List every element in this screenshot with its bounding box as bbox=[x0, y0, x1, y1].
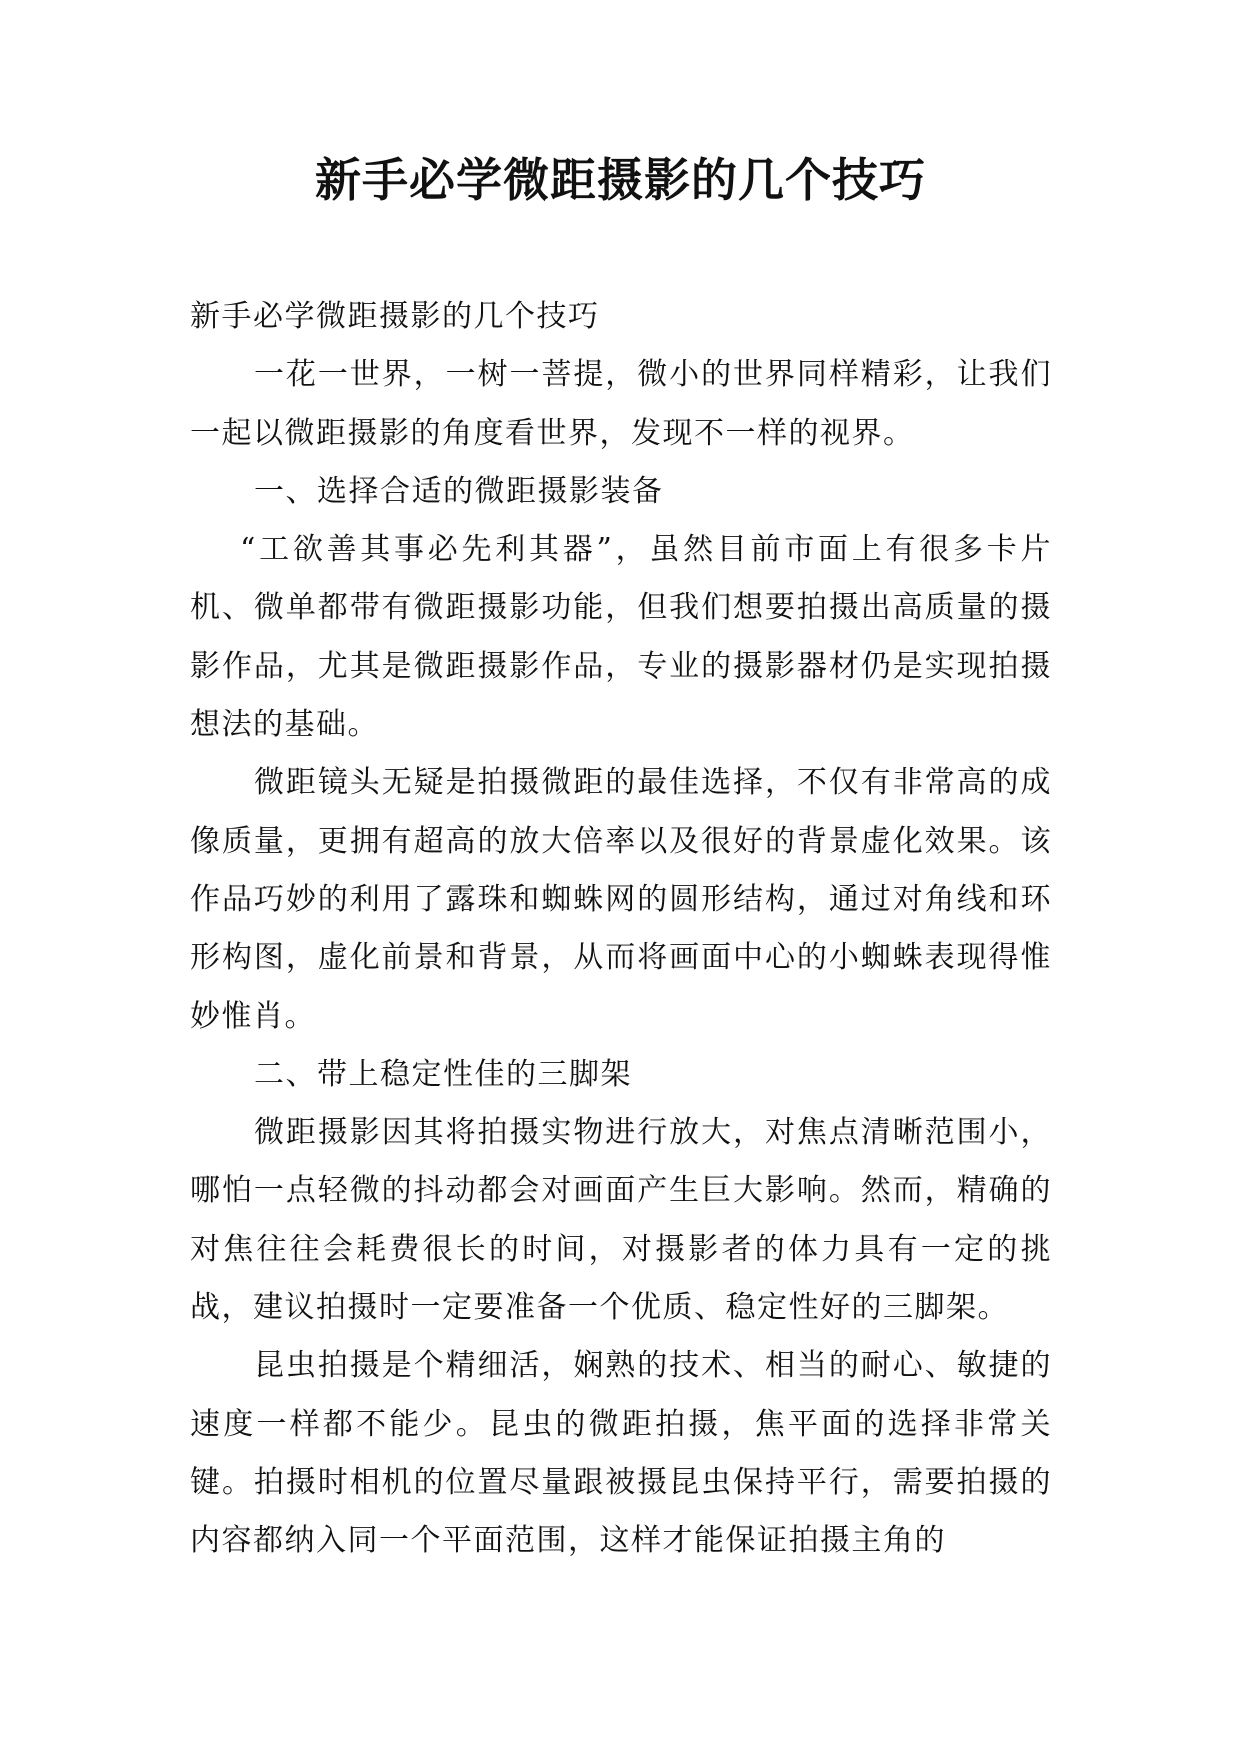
paragraph-insects: 昆虫拍摄是个精细活，娴熟的技术、相当的耐心、敏捷的速度一样都不能少。昆虫的微距拍摄，焦平面的选择非常关键。拍摄时相机的位置尽量跟被摄昆虫保持平行，需要拍摄的内容都纳入同一个平面范围，这样才能保证拍摄主角的 bbox=[190, 1348, 1052, 1559]
section-heading-equipment: 一、选择合适的微距摄影装备 bbox=[254, 473, 664, 509]
paragraph-macro-lens: 微距镜头无疑是拍摄微距的最佳选择，不仅有非常高的成像质量，更拥有超高的放大倍率以及很好的背景虚化效果。该作品巧妙的利用了露珠和蜘蛛网的圆形结构，通过对角线和环形构图，虚化前景和背景，从而将画面中心的小蜘蛛表现得惟妙惟肖。 bbox=[190, 765, 1052, 1034]
document-body bbox=[190, 288, 1052, 1571]
paragraph-intro: 一花一世界，一树一菩提，微小的世界同样精彩，让我们一起以微距摄影的角度看世界，发现不一样的视界。 bbox=[190, 357, 1052, 451]
paragraph-subtitle: 新手必学微距摄影的几个技巧 bbox=[190, 299, 600, 334]
section-heading-tripod: 二、带上稳定性佳的三脚架 bbox=[254, 1056, 632, 1092]
document-title: 新手必学微距摄影的几个技巧 bbox=[315, 153, 926, 207]
paragraph-tripod: 微距摄影因其将拍摄实物进行放大，对焦点清晰范围小，哪怕一点轻微的抖动都会对画面产生巨大影响。然而，精确的对焦往往会耗费很长的时间，对摄影者的体力具有一定的挑战，建议拍摄时一定要准备一个优质、稳定性好的三脚架。 bbox=[190, 1115, 1052, 1326]
paragraph-equipment: “工欲善其事必先利其器”，虽然目前市面上有很多卡片机、微单都带有微距摄影功能，但我们想要拍摄出高质量的摄影作品，尤其是微距摄影作品，专业的摄影器材仍是实现拍摄想法的基础。 bbox=[190, 532, 1052, 743]
